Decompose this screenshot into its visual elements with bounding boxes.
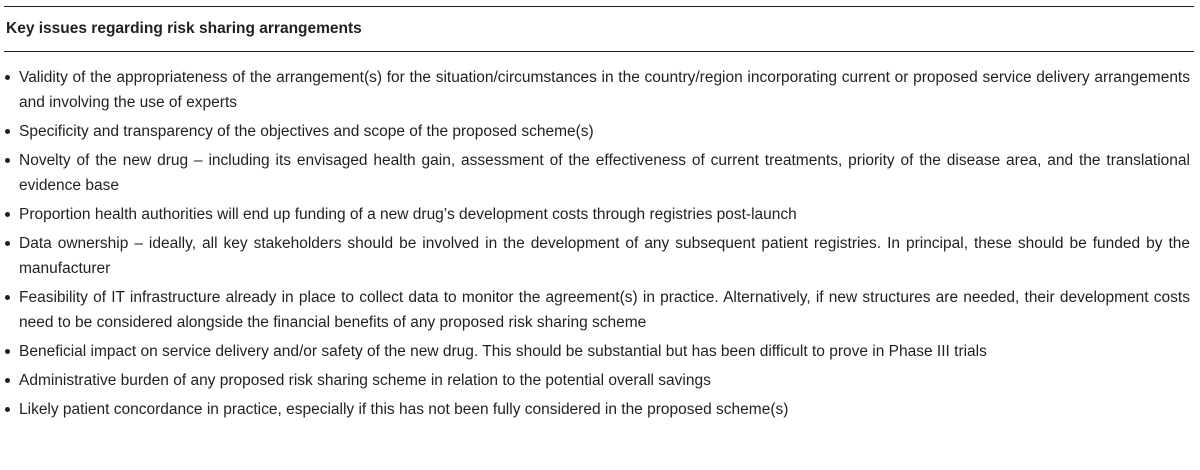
list-item — [0, 231, 1190, 281]
bullet-icon — [5, 241, 10, 246]
list-item-text: Proportion health authorities will end up funding of a new drug’s development costs through registries post-launch — [19, 206, 797, 223]
list-item-text: Data ownership – ideally, all key stakeholders should be involved in the development of any subsequent patient registries. In principal, these should be funded by the manufacturer — [19, 235, 1190, 277]
bullet-icon — [5, 75, 10, 80]
list-item-text: Likely patient concordance in practice, especially if this has not been fully considered in the proposed scheme(s) — [19, 401, 789, 418]
risk-sharing-table — [4, 6, 1194, 52]
list-item-text: Beneficial impact on service delivery and/or safety of the new drug. This should be substantial but has been difficult to prove in Phase III trials — [19, 343, 987, 360]
table-header-rule — [4, 51, 1194, 52]
list-item — [0, 368, 1190, 393]
bullet-icon — [5, 158, 10, 163]
bullet-icon — [5, 295, 10, 300]
list-item — [0, 202, 1190, 227]
bullet-icon — [5, 378, 10, 383]
list-item — [0, 285, 1190, 335]
list-item — [0, 339, 1190, 364]
list-item — [0, 119, 1190, 144]
list-item — [0, 397, 1190, 422]
bullet-icon — [5, 407, 10, 412]
list-item-text: Specificity and transparency of the objectives and scope of the proposed scheme(s) — [19, 123, 594, 140]
bullet-icon — [5, 212, 10, 217]
table-header: Key issues regarding risk sharing arrangements — [6, 20, 362, 37]
key-issues-list — [0, 65, 1190, 426]
bullet-icon — [5, 349, 10, 354]
bullet-icon — [5, 129, 10, 134]
list-item-text: Novelty of the new drug – including its envisaged health gain, assessment of the effectiveness of current treatments, priority of the disease area, and the translational evidence base — [19, 152, 1190, 194]
list-item-text: Administrative burden of any proposed risk sharing scheme in relation to the potential overall savings — [19, 372, 711, 389]
list-item — [0, 148, 1190, 198]
list-item — [0, 65, 1190, 115]
list-item-text: Feasibility of IT infrastructure already in place to collect data to monitor the agreement(s) in practice. Alternatively, if new structures are needed, their development costs need to be considered alongside the financial benefits of any proposed risk sharing scheme — [19, 289, 1190, 331]
list-item-text: Validity of the appropriateness of the arrangement(s) for the situation/circumstances in the country/region incorporating current or proposed service delivery arrangements and involving the use of experts — [19, 69, 1190, 111]
